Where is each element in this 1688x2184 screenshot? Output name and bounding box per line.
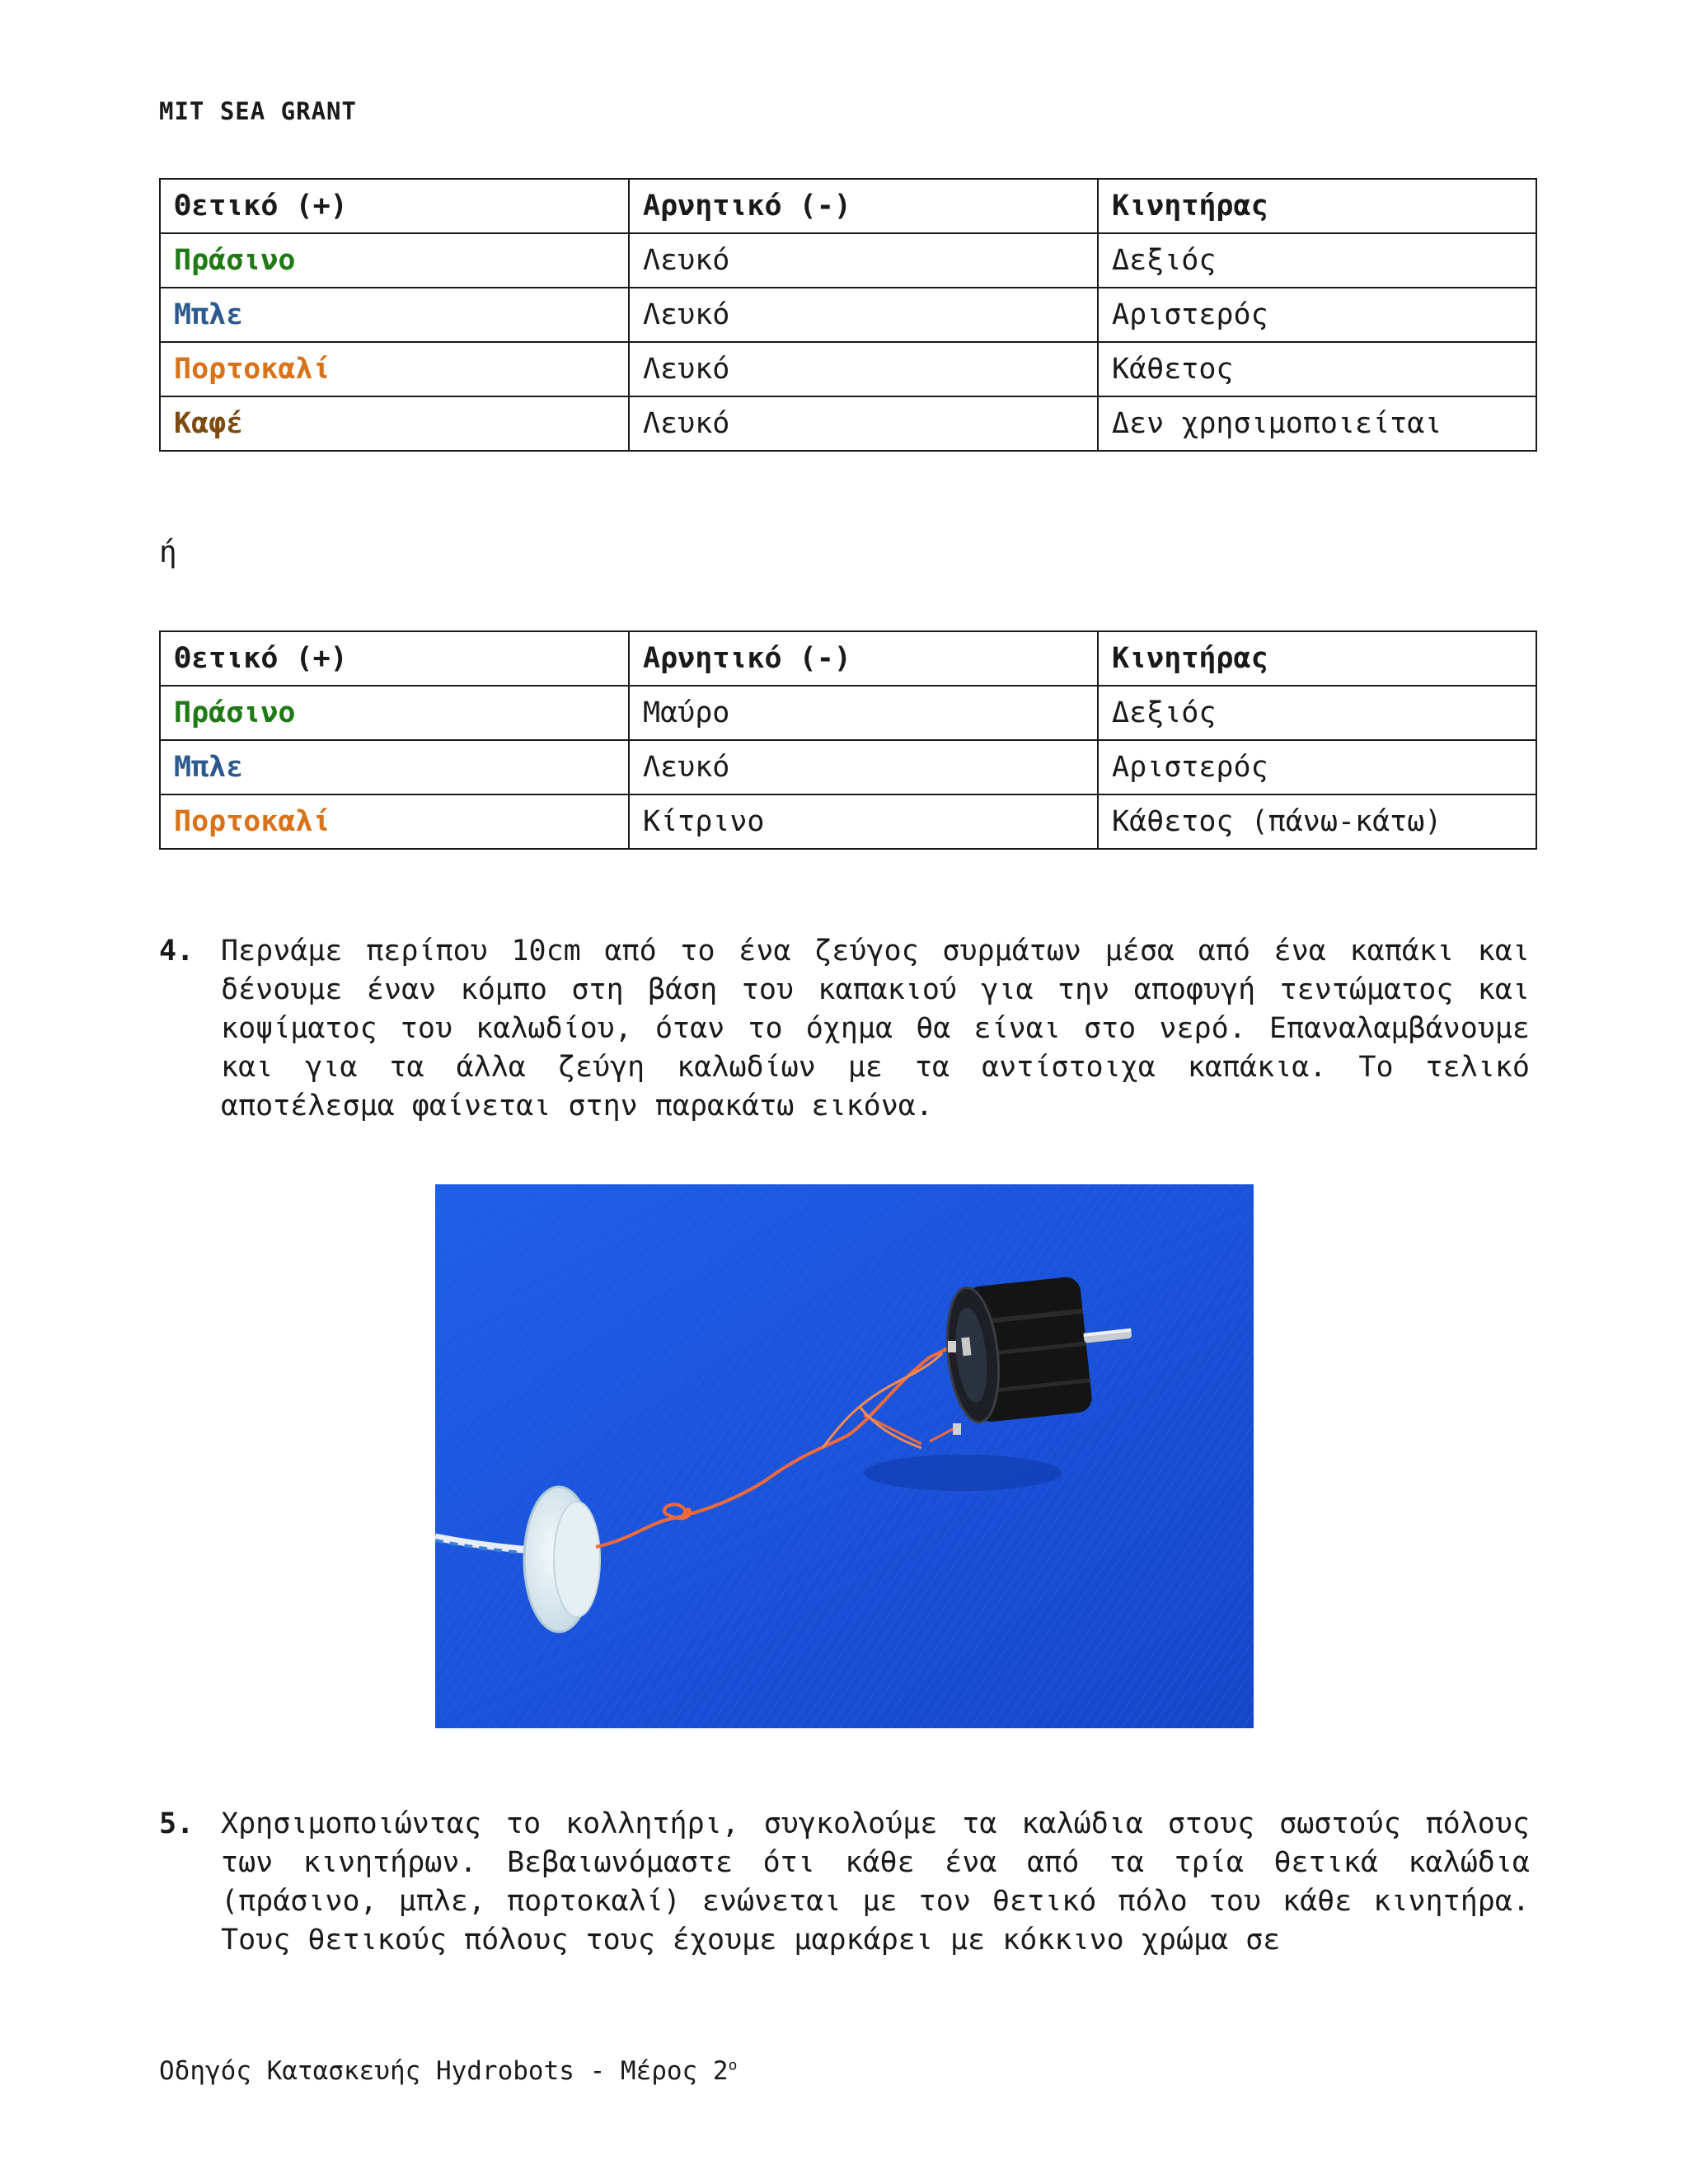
step-number: 4. [159,935,195,968]
negative-wire-cell: Λευκό [629,396,1098,451]
step-text: Περνάμε περίπου 10cm από το ένα ζεύγος συρμάτων μέσα από ένα καπάκι και δένουμε έναν κόμπο στη βάση του καπακιού για την αποφυγή τεντώματος και κοψίματος του καλωδίου, όταν το όχημα θα είναι στο νερό. Επαναλαμβάνουμε και για τα άλλα ζεύγη καλωδίων με τα αντίστοιχα καπάκια. Το τελικό αποτέλεσμα φαίνεται στην παρακάτω εικόνα. [221,935,1530,1122]
table-row [160,396,1536,451]
step-4 [159,932,1530,1126]
header-positive: Θετικό (+) [160,179,629,233]
negative-wire-cell: Λευκό [629,740,1098,794]
table-header-row [160,179,1536,233]
footer-superscript: ο [728,2056,738,2074]
table-row [160,342,1536,396]
header-negative: Αρνητικό (-) [629,631,1098,686]
motor-with-wire-and-cap-photo [435,1184,1254,1728]
table-row [160,233,1536,288]
motor-cell: Δεν χρησιμοποιείται [1098,396,1536,451]
footer-text: Οδηγός Κατασκευής Hydrobots - Μέρος 2 [159,2056,729,2086]
motor-cell: Αριστερός [1098,288,1536,342]
table-row [160,740,1536,794]
table-row [160,686,1536,740]
header-motor: Κινητήρας [1098,631,1536,686]
positive-wire-cell: Πράσινο [160,686,629,740]
negative-wire-cell: Λευκό [629,342,1098,396]
negative-wire-cell: Λευκό [629,288,1098,342]
motor-cell: Αριστερός [1098,740,1536,794]
header-positive: Θετικό (+) [160,631,629,686]
page-footer [159,2056,737,2086]
header-motor: Κινητήρας [1098,179,1536,233]
negative-wire-cell: Μαύρο [629,686,1098,740]
table-row [160,288,1536,342]
motor-cell: Κάθετος (πάνω-κάτω) [1098,794,1536,849]
positive-wire-cell: Πράσινο [160,233,629,288]
positive-wire-cell: Καφέ [160,396,629,451]
motor-cell: Κάθετος [1098,342,1536,396]
wire-motor-table-2 [159,630,1537,850]
positive-wire-cell: Μπλε [160,288,629,342]
step-number: 5. [159,1807,195,1840]
step-5 [159,1805,1530,1960]
table-row [160,794,1536,849]
step-text: Χρησιμοποιώντας το κολλητήρι, συγκολούμε τα καλώδια στους σωστούς πόλους των κινητήρων. Βεβαιωνόμαστε ότι κάθε ένα από τα τρία θετικά καλώδια (πράσινο, μπλε, πορτοκαλί) ενώνεται με τον θετικό πόλο του κάθε κινητήρα. Τους θετικούς πόλους τους έχουμε μαρκάρει με κόκκινο χρώμα σε [221,1807,1530,1957]
table-header-row [160,631,1536,686]
wire-motor-table-1 [159,178,1537,452]
negative-wire-cell: Λευκό [629,233,1098,288]
motor-cell: Δεξιός [1098,233,1536,288]
negative-wire-cell: Κίτρινο [629,794,1098,849]
positive-wire-cell: Πορτοκαλί [160,342,629,396]
positive-wire-cell: Πορτοκαλί [160,794,629,849]
motor-cell: Δεξιός [1098,686,1536,740]
positive-wire-cell: Μπλε [160,740,629,794]
or-separator: ή [159,536,177,569]
header-negative: Αρνητικό (-) [629,179,1098,233]
document-header: MIT SEA GRANT [159,97,357,125]
